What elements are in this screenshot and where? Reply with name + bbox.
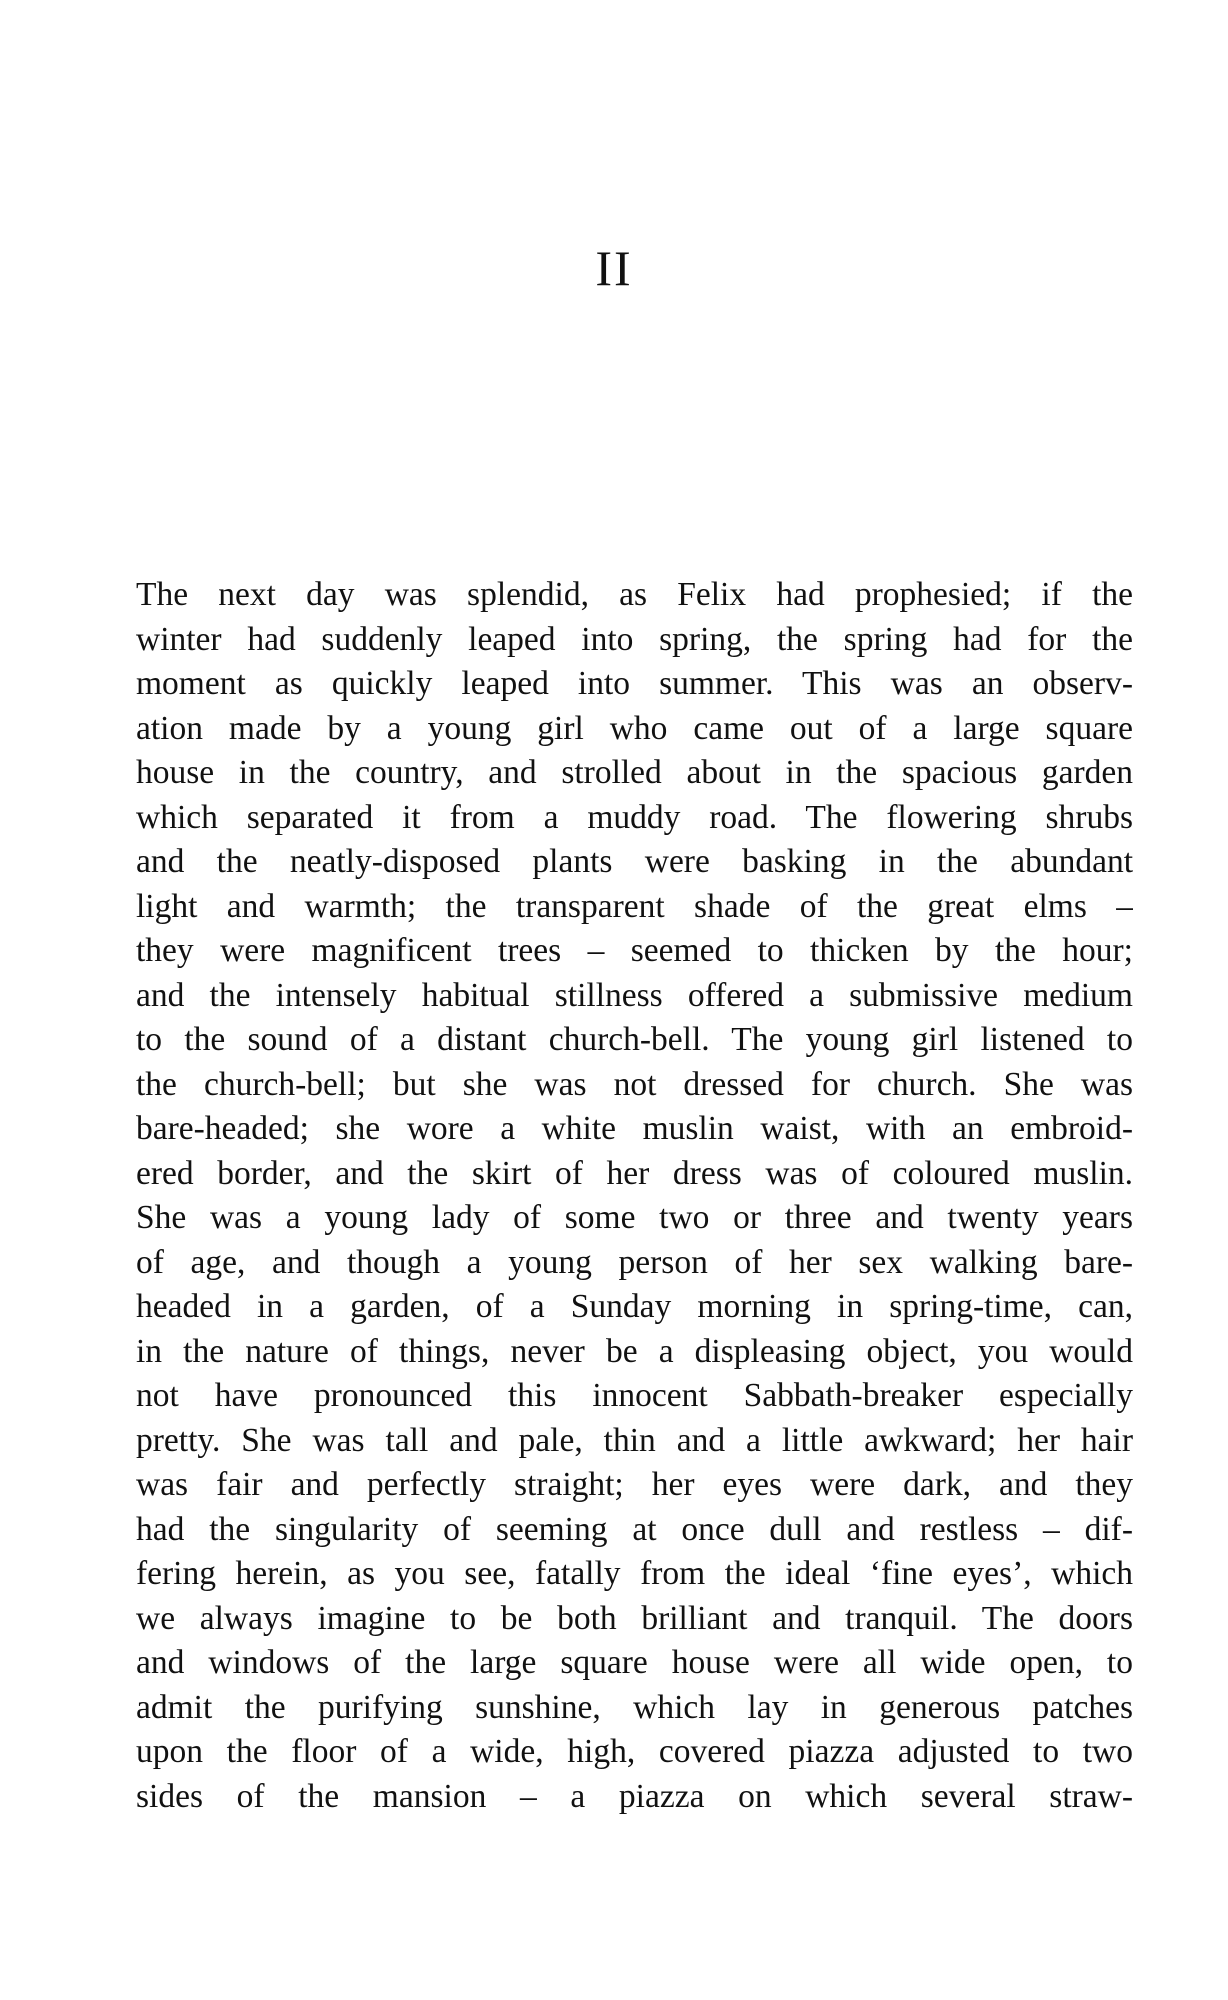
text-line: pretty. She was tall and pale, thin and a little awkward; her hair: [136, 1421, 1133, 1459]
text-line: moment as quickly leaped into summer. This was an observ-: [136, 665, 1133, 702]
text-line: of age, and though a young person of her sex walking bare-: [136, 1243, 1133, 1281]
text-line: fering herein, as you see, fatally from the ideal ‘fine eyes’, which: [136, 1555, 1133, 1592]
text-line: we always imagine to be both brilliant and tranquil. The doors: [136, 1599, 1133, 1637]
text-line: bare-headed; she wore a white muslin waist, with an embroid-: [136, 1110, 1133, 1147]
text-line: headed in a garden, of a Sunday morning in spring-time, can,: [136, 1288, 1133, 1325]
chapter-heading: II: [595, 240, 633, 296]
text-line: admit the purifying sunshine, which lay in generous patches: [136, 1688, 1133, 1726]
text-line: they were magnificent trees – seemed to thicken by the hour;: [136, 932, 1133, 969]
text-line: light and warmth; the transparent shade of the great elms –: [136, 887, 1133, 925]
text-line: The next day was splendid, as Felix had prophesied; if the: [136, 576, 1133, 613]
text-line: to the sound of a distant church-bell. The young girl listened to: [136, 1021, 1133, 1058]
text-line: She was a young lady of some two or three and twenty years: [136, 1199, 1133, 1236]
text-line: was fair and perfectly straight; her eyes were dark, and they: [136, 1466, 1133, 1503]
text-line: sides of the mansion – a piazza on which several straw-: [136, 1777, 1133, 1815]
text-line: not have pronounced this innocent Sabbath-breaker especially: [136, 1377, 1133, 1414]
text-line: had the singularity of seeming at once dull and restless – dif-: [136, 1510, 1133, 1548]
body-paragraph: [136, 573, 1133, 1819]
text-line: and the neatly-disposed plants were basking in the abundant: [136, 843, 1133, 880]
text-line: ation made by a young girl who came out of a large square: [136, 709, 1133, 747]
text-line: house in the country, and strolled about in the spacious garden: [136, 754, 1133, 791]
text-line: and the intensely habitual stillness offered a submissive medium: [136, 976, 1133, 1014]
text-line: and windows of the large square house were all wide open, to: [136, 1644, 1133, 1681]
text-line: winter had suddenly leaped into spring, the spring had for the: [136, 620, 1133, 658]
text-line: in the nature of things, never be a displeasing object, you would: [136, 1332, 1133, 1370]
text-line: ered border, and the skirt of her dress was of coloured muslin.: [136, 1154, 1133, 1192]
text-line: the church-bell; but she was not dressed for church. She was: [136, 1065, 1133, 1103]
text-line: which separated it from a muddy road. The flowering shrubs: [136, 798, 1133, 836]
text-line: upon the floor of a wide, high, covered piazza adjusted to two: [136, 1733, 1133, 1770]
